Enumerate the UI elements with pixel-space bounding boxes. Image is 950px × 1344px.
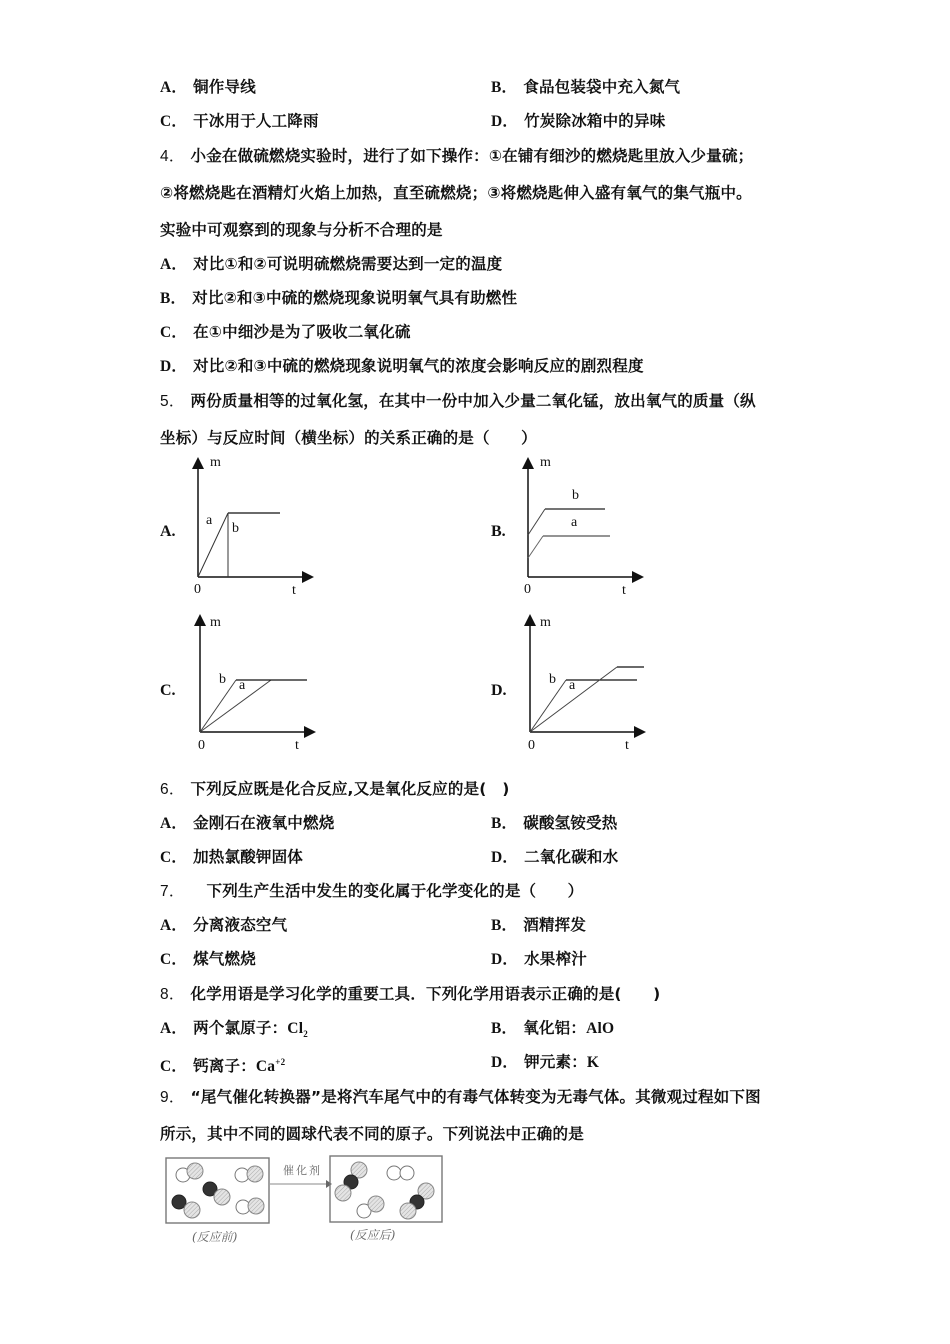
q7-option-b: B． 酒精挥发 — [491, 916, 587, 934]
q7-option-d: D． 水果榨汁 — [491, 950, 587, 968]
q9-reaction-diagram — [160, 1150, 450, 1234]
q8-option-b: B． 氧化铝：AlO — [491, 1019, 615, 1037]
q4-option-c: C． 在①中细沙是为了吸收二氧化硫 — [160, 323, 411, 341]
catalyst-label: 催化剂 — [283, 1164, 322, 1177]
q5-stem: 5． 两份质量相等的过氧化氢，在其中一份中加入少量二氧化锰，放出氧气的质量（纵 — [160, 392, 756, 410]
q5-graph-d-label: D. — [491, 682, 507, 699]
q8-option-d: D． 钾元素：K — [491, 1053, 600, 1071]
q9-stem-line2: 所示，其中不同的圆球代表不同的原子。下列说法中正确的是 — [160, 1125, 584, 1143]
q7-option-a: A． 分离液态空气 — [160, 916, 288, 934]
q6-option-c: C． 加热氯酸钾固体 — [160, 848, 303, 866]
q4-stem-line3: 实验中可观察到的现象与分析不合理的是 — [160, 221, 443, 239]
q7-stem: 7． 下列生产生活中发生的变化属于化学变化的是（ ） — [160, 882, 584, 900]
q5-stem-line2: 坐标）与反应时间（横坐标）的关系正确的是（ ） — [160, 429, 537, 447]
q3-option-d: D． 竹炭除冰箱中的异味 — [491, 112, 666, 130]
q3-option-c: C． 干冰用于人工降雨 — [160, 112, 319, 130]
q4-option-a: A． 对比①和②可说明硫燃烧需要达到一定的温度 — [160, 255, 503, 273]
q9-after-caption: (反应后) — [350, 1228, 396, 1242]
q6-option-b: B． 碳酸氢铵受热 — [491, 814, 618, 832]
q3-option-a: A． 铜作导线 — [160, 78, 256, 96]
q5-graph-b: m t 0 b a — [524, 455, 626, 598]
q7-option-c: C． 煤气燃烧 — [160, 950, 256, 968]
q4-option-d: D． 对比②和③中硫的燃烧现象说明氧气的浓度会影响反应的剧烈程度 — [160, 357, 644, 375]
q8-stem: 8． 化学用语是学习化学的重要工具．下列化学用语表示正确的是( ) — [160, 985, 661, 1003]
q4-option-b: B． 对比②和③中硫的燃烧现象说明氧气具有助燃性 — [160, 289, 518, 307]
q6-option-d: D． 二氧化碳和水 — [491, 848, 619, 866]
q4-stem: 4． 小金在做硫燃烧实验时，进行了如下操作：①在铺有细沙的燃烧匙里放入少量硫； — [160, 147, 754, 165]
q4-stem-line2: ②将燃烧匙在酒精灯火焰上加热，直至硫燃烧；③将燃烧匙伸入盛有氧气的集气瓶中。 — [160, 184, 752, 202]
q5-graph-b-label: B. — [491, 523, 506, 540]
q3-option-b: B． 食品包装袋中充入氮气 — [491, 78, 681, 96]
q8-option-a: A． 两个氯原子：$Cl_2$ — [160, 1019, 308, 1040]
q6-option-a: A． 金刚石在液氧中燃烧 — [160, 814, 335, 832]
q5-graph-c: m t 0 b a — [198, 615, 299, 753]
q9-stem: 9． “尾气催化转换器”是将汽车尾气中的有毒气体转变为无毒气体。其微观过程如下图 — [160, 1088, 761, 1106]
q8-option-c: C． 钙离子：$Ca^{+2}$ — [160, 1057, 286, 1076]
q5-graph-a-label: A. — [160, 523, 176, 540]
q6-stem: 6． 下列反应既是化合反应,又是氧化反应的是( ) — [160, 780, 510, 798]
q9-before-caption: (反应前) — [192, 1230, 238, 1244]
q5-graph-d: m t 0 b a — [528, 615, 629, 753]
q5-graph-a: m t 0 a b — [194, 455, 296, 598]
q5-graph-c-label: C. — [160, 682, 176, 699]
